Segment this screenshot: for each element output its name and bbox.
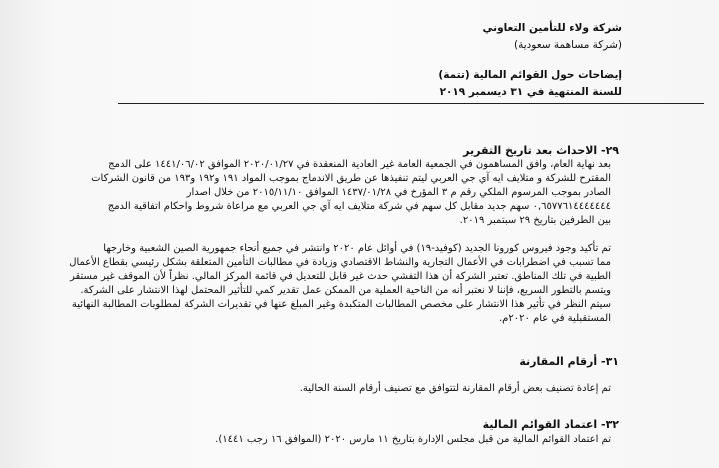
section-29-paragraph-1-line-2: المقترح للشركة و متلايف ايه آي جي العربي ليتم تنفيذها عن طريق الاندماج بموجب المواد ١٩١ و١٩٢ و١٩٣ من قانون الشركات (91, 173, 611, 184)
section-31-body: تم إعادة تصنيف بعض أرقام المقارنة لتتوافق مع تصنيف أرقام السنة الحالية. (299, 383, 611, 394)
section-29-paragraph-1-line-1: بعد نهاية العام، وافق المساهمون في الجمعية العامة غير العادية المنعقدة في ٢٠٢٠/٠١/٢٧ الموافق ١٤٤١/٠٦/٠٢ على الدمج (108, 159, 611, 170)
section-32-body: تم اعتماد القوائم المالية من قبل مجلس الإدارة بتاريخ ١١ مارس ٢٠٢٠ (الموافق ١٦ رجب ١٤٤١). (215, 434, 611, 445)
section-29-heading: ٢٩- الاحداث بعد تاريخ التقرير (463, 144, 619, 157)
section-29-paragraph-2-line-6: المستقبلية في عام ٢٠٢٠م. (498, 313, 611, 324)
company-subtitle: (شركة مساهمة سعودية) (513, 39, 622, 51)
period-line: للسنة المنتهية في ٣١ ديسمبر ٢٠١٩ (439, 86, 622, 98)
section-31-heading: ٣١- أرقام المقارنة (519, 355, 619, 368)
section-32-heading: ٣٢- اعتماد القوائم المالية (482, 418, 619, 431)
section-29-paragraph-2-line-1: تم تأكيد وجود فيروس كورونا الجديد (كوفيد-١٩) في أوائل عام ٢٠٢٠ وانتشر في جميع أنحاء جمهورية الصين الشعبية وخارجها (103, 243, 611, 254)
section-29-paragraph-2-line-5: سيتم النظر في تأثير هذا الانتشار على مخصص المطالبات المتكبدة وغير المبلغ عنها في تقديرات الشركة لمطلوبات المطالبة النهائية (71, 299, 611, 310)
section-29-paragraph-1-line-3: الصادر بموجب المرسوم الملكي رقم م ٣ المؤرخ في ١٤٣٧/٠١/٢٨ الموافق ٢٠١٥/١١/١٠ من خلال اصدار (186, 187, 611, 198)
company-name: شركة ولاء للتأمين التعاوني (482, 22, 622, 34)
section-29-paragraph-2-line-4: ويتسم بالتطور السريع، فإننا لا نعتبر أنه من الناحية العملية من الممكن عمل تقدير كمي للتأثير المحتمل لهذا الانتشار على الشركة. (80, 285, 611, 296)
section-29-paragraph-1-line-5: بين الطرفين بتاريخ ٢٩ سبتمبر ٢٠١٩. (459, 215, 611, 226)
section-29-paragraph-1-line-4: ٠,٦٥٧٧٦١٤٤٤٤٤٤٤ سهم جديد مقابل كل سهم في شركة متلايف ايه آي جي العربي مع مراعاة شروط واحكام اتفاقية الدمج (107, 201, 611, 212)
notes-title: إيضاحات حول القوائم المالية (تتمة) (438, 69, 622, 81)
section-29-paragraph-2-line-2: مما تسبب في اضطرابات في الأعمال التجارية والنشاط الاقتصادي وزيادة في مطالبات التأمين المتعلقة بشكل رئيسي بقطاع الأعمال (69, 257, 611, 268)
section-29-paragraph-2-line-3: الطبية في تلك المناطق. تعتبر الشركة أن هذا التفشي حدث غير قابل للتعديل في قائمة المركز المالي. نظراً لأن الموقف غير مستقر (69, 271, 611, 282)
header-rule (118, 103, 704, 104)
